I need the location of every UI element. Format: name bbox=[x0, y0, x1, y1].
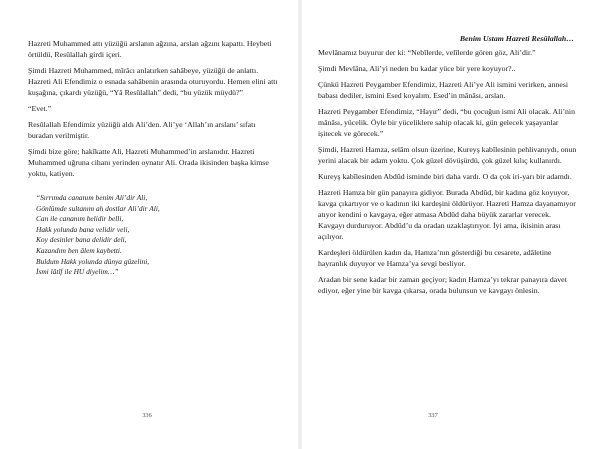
left-paragraph-5: Şimdi bize göre; hakîkatte Ali, Hazreti Muhammed’in arslanıdır. Hazreti Muhammed uğruna cihanı yerinden oynatır Ali. Orada ikisinden başka kimse yoktu, katiyen. bbox=[28, 147, 269, 178]
right-paragraph-1: Mevlânamız buyurur der ki: “Nebîlerde, velîlerde gören göz, Ali’dir.” bbox=[318, 48, 536, 57]
poem-line: “Sırrımda cananım benim Ali’dir Ali, bbox=[36, 193, 148, 202]
right-paragraph-2: Şimdi Mevlâna, Ali’yi neden bu kadar yüce bir yere koyuyor?.. bbox=[318, 64, 516, 73]
poem-line: Gönlümde sultanım ah dostlar Ali’dir Ali, bbox=[36, 203, 160, 213]
left-paragraph-2: Şimdi Hazreti Muhammed, mîrâcı anlatırken sahâbeye, yüzüğü de anlattı. Hazreti Ali Efendimiz o esnada sahâbenin arasında oturuyordu. Hemen elini attı kuşağına, çıkardı yüzüğü, “Yâ Resûlallah” dedi, “bu yüzük müydü?” bbox=[28, 66, 278, 97]
left-paragraph-3: “Evet.” bbox=[28, 104, 52, 113]
right-page bbox=[302, 0, 600, 449]
right-paragraph-3: Çünkü Hazreti Peygamber Efendimiz, Hazreti Ali’ye Ali ismini verirken, annesi babası dediler, ismini Esed koyalım. Esed’in mânâsı, arslan. bbox=[318, 80, 569, 100]
right-paragraph-5: Şimdi, Hazreti Hamza, selâm olsun üzerine, Kureyş kabîlesinin pehlivanıydı, onun yerini alacak bir adam yoktu. Çok güzel dövüşürdü, çok güzel kılıç kullanırdı. bbox=[318, 145, 577, 165]
left-paragraph-1: Hazreti Muhammed attı yüzüğü arslanın ağzına, arslan ağzını kapattı. Heybeti örtüldü, Resûlallah girdi içeri. bbox=[28, 39, 272, 59]
right-paragraph-6: Kureyş kabîlesinden Abdûd isminde biri daha vardı. O da çok iri-yarı bir adamdı. bbox=[318, 172, 572, 181]
poem-block bbox=[36, 193, 282, 278]
right-paragraph-4: Hazreti Peygamber Efendimiz, “Hayır” dedi, “bu çocuğun ismi Ali olacak. Ali’nin mânâsı, yücelik. Öyle bir yüceliklere sahip olacak ki, gün gelecek yaşayanlar işitecek ve görecek.” bbox=[318, 107, 575, 138]
right-page-number: 337 bbox=[428, 412, 438, 419]
right-paragraph-9: Aradan bir sene kadar bir zaman geçiyor; kadın Hamza’yı tekrar panayıra davet ediyor, eğer yine bir kavga çıkarsa, orada bulunsun ve kavgayı önlesin. bbox=[318, 275, 567, 295]
left-paragraph-4: Resûlallah Efendimiz yüzüğü aldı Ali’den. Ali’ye ‘Allah’ın arslanı’ sıfatı buradan verilmiştir. bbox=[28, 120, 256, 140]
left-page bbox=[0, 0, 298, 449]
poem-line: Kazandım ben âlem kaybetti. bbox=[36, 245, 122, 255]
poem-line: Hakk yolunda bana velidir veli, bbox=[36, 224, 130, 234]
poem-line: İsmi lâtîf ile HU diyelim…” bbox=[36, 267, 119, 277]
poem-line: Buldum Hakk yolunda dünya güzelini, bbox=[36, 256, 150, 266]
poem-line: Koy desinler bana delidir deli, bbox=[36, 235, 127, 245]
running-head: Benim Ustam Hazreti Resûlallah… bbox=[459, 34, 574, 43]
poem-line: Can ile cananım belidir belli, bbox=[36, 214, 124, 224]
left-page-number: 336 bbox=[142, 412, 152, 419]
right-paragraph-8: Kardeşleri öldürülen kadın da, Hamza’nın gösterdiği bu cesarete, adâletine hayranlık duyuyor ve Hamza’ya sevgi besliyor. bbox=[318, 248, 552, 268]
right-paragraph-7: Hazreti Hamza bir gün panayıra gidiyor. Burada Abdûd, bir kadına göz koyuyor, kavga çıkartıyor ve o kadının iki kardeşini öldürüyor. Hazreti Hamza dayanamıyor atıyor kendini o kavgaya, eğer atmasa Abdûd daha büyük zararlar verecek. Kavgayı durduruyor. Abdûd’u da oradan uzaklaştırıyor. İyi ama, ikisinin arası açılıyor. bbox=[318, 188, 576, 241]
